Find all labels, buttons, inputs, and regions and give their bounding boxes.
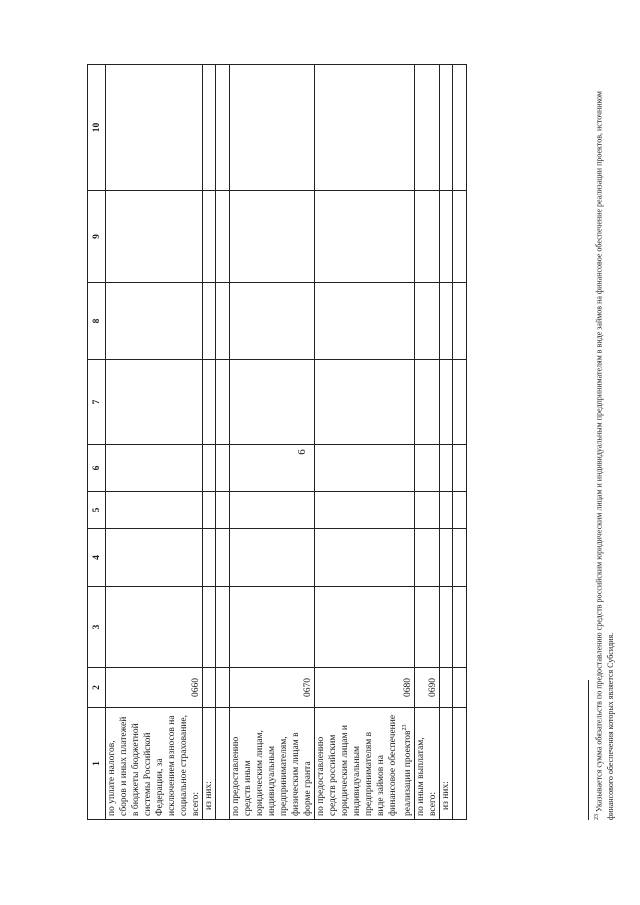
row-description <box>315 708 415 820</box>
value-cell <box>440 587 453 668</box>
value-cell <box>230 191 315 283</box>
value-cell <box>315 65 415 191</box>
value-cell <box>216 587 230 668</box>
row-description <box>415 708 440 820</box>
value-cell <box>440 445 453 492</box>
row-code: 0690 <box>415 668 440 708</box>
value-cell <box>106 587 203 668</box>
value-cell <box>453 529 467 587</box>
report-table <box>87 64 467 820</box>
footnote <box>592 60 616 820</box>
value-cell <box>216 191 230 283</box>
value-cell <box>315 492 415 529</box>
column-header-6: 6 <box>88 445 106 492</box>
value-cell <box>415 529 440 587</box>
value-cell <box>440 191 453 283</box>
value-cell <box>216 708 230 820</box>
value-cell <box>315 360 415 445</box>
value-cell <box>216 529 230 587</box>
value-cell <box>315 445 415 492</box>
row-code: 0670 <box>230 668 315 708</box>
value-cell <box>203 65 216 191</box>
header-row <box>88 65 106 820</box>
value-cell <box>216 360 230 445</box>
value-cell <box>106 529 203 587</box>
column-header-2: 2 <box>88 668 106 708</box>
value-cell <box>415 492 440 529</box>
value-cell <box>453 191 467 283</box>
value-cell <box>203 529 216 587</box>
row-code: 0660 <box>106 668 203 708</box>
value-cell <box>315 529 415 587</box>
value-cell <box>230 360 315 445</box>
row-description <box>230 708 315 820</box>
value-cell <box>440 529 453 587</box>
value-cell <box>415 191 440 283</box>
value-cell <box>415 587 440 668</box>
row-description <box>203 708 216 820</box>
value-cell <box>415 360 440 445</box>
row-description-text: по предоставлению средств российским юридическим лицам и индивидуальным предпринимателям в виде займов на финансовое обеспечение реализации проектов <box>316 714 414 816</box>
value-cell <box>106 65 203 191</box>
row-code <box>203 668 216 708</box>
footnote-text: Указывается сумма обязательств по предоставлению средств российским юридическим лицам и индивидуальным предпринимателям в виде займов на финансовое обеспечение реализации проектов, источником финансового обеспечения которых является Субсидия. <box>594 91 615 820</box>
footnote-ref: 23 <box>402 724 408 731</box>
table-row <box>106 65 203 820</box>
table-row <box>415 65 440 820</box>
value-cell <box>230 445 315 492</box>
row-description <box>440 708 453 820</box>
value-cell <box>230 587 315 668</box>
row-description <box>106 708 203 820</box>
value-cell <box>203 283 216 360</box>
value-cell <box>106 492 203 529</box>
row-description-text: из них: <box>441 781 452 810</box>
value-cell <box>440 283 453 360</box>
column-header-7: 7 <box>88 360 106 445</box>
column-header-4: 4 <box>88 529 106 587</box>
table-row <box>315 65 415 820</box>
value-cell <box>440 65 453 191</box>
value-cell <box>440 492 453 529</box>
value-cell <box>453 360 467 445</box>
value-cell <box>203 587 216 668</box>
value-cell <box>315 283 415 360</box>
value-cell <box>415 65 440 191</box>
value-cell <box>453 587 467 668</box>
table-row <box>230 65 315 820</box>
column-header-10: 10 <box>88 65 106 191</box>
column-header-5: 5 <box>88 492 106 529</box>
table-row <box>216 65 230 820</box>
value-cell <box>203 360 216 445</box>
footnote-marker: 23 <box>594 814 600 820</box>
value-cell <box>216 283 230 360</box>
value-cell <box>315 191 415 283</box>
value-cell <box>230 65 315 191</box>
column-header-8: 8 <box>88 283 106 360</box>
value-cell <box>415 283 440 360</box>
value-cell <box>230 492 315 529</box>
value-cell <box>216 668 230 708</box>
value-cell <box>106 360 203 445</box>
value-cell <box>453 65 467 191</box>
value-cell <box>453 708 467 820</box>
value-cell <box>230 283 315 360</box>
value-cell <box>415 445 440 492</box>
row-description-text: по уплате налогов, сборов и иных платежей в бюджеты бюджетной системы Российской Федерации, за исключением взносов на социальное страхование, всего: <box>107 715 201 816</box>
value-cell <box>203 445 216 492</box>
column-header-9: 9 <box>88 191 106 283</box>
footnote-divider <box>588 680 589 820</box>
value-cell <box>106 191 203 283</box>
row-description-text: из них: <box>204 781 214 810</box>
value-cell <box>203 492 216 529</box>
value-cell <box>440 360 453 445</box>
value-cell <box>216 492 230 529</box>
table-row <box>203 65 216 820</box>
value-cell <box>453 445 467 492</box>
value-cell <box>315 587 415 668</box>
value-cell <box>216 445 230 492</box>
page-number: 6 <box>296 449 308 455</box>
row-description-text: по иным выплатам, всего: <box>416 737 439 816</box>
value-cell <box>453 668 467 708</box>
row-code: 0680 <box>315 668 415 708</box>
column-header-3: 3 <box>88 587 106 668</box>
rotated-page-content <box>0 55 640 845</box>
value-cell <box>106 283 203 360</box>
column-header-1: 1 <box>88 708 106 820</box>
value-cell <box>203 191 216 283</box>
value-cell <box>453 283 467 360</box>
value-cell <box>453 492 467 529</box>
value-cell <box>106 445 203 492</box>
row-code <box>440 668 453 708</box>
value-cell <box>216 65 230 191</box>
row-description-text: по предоставлению средств иным юридическим лицам, индивидуальным предпринимателям, физическим лицам в форме гранта <box>231 730 313 816</box>
table-row <box>453 65 467 820</box>
table-row <box>440 65 453 820</box>
value-cell <box>230 529 315 587</box>
